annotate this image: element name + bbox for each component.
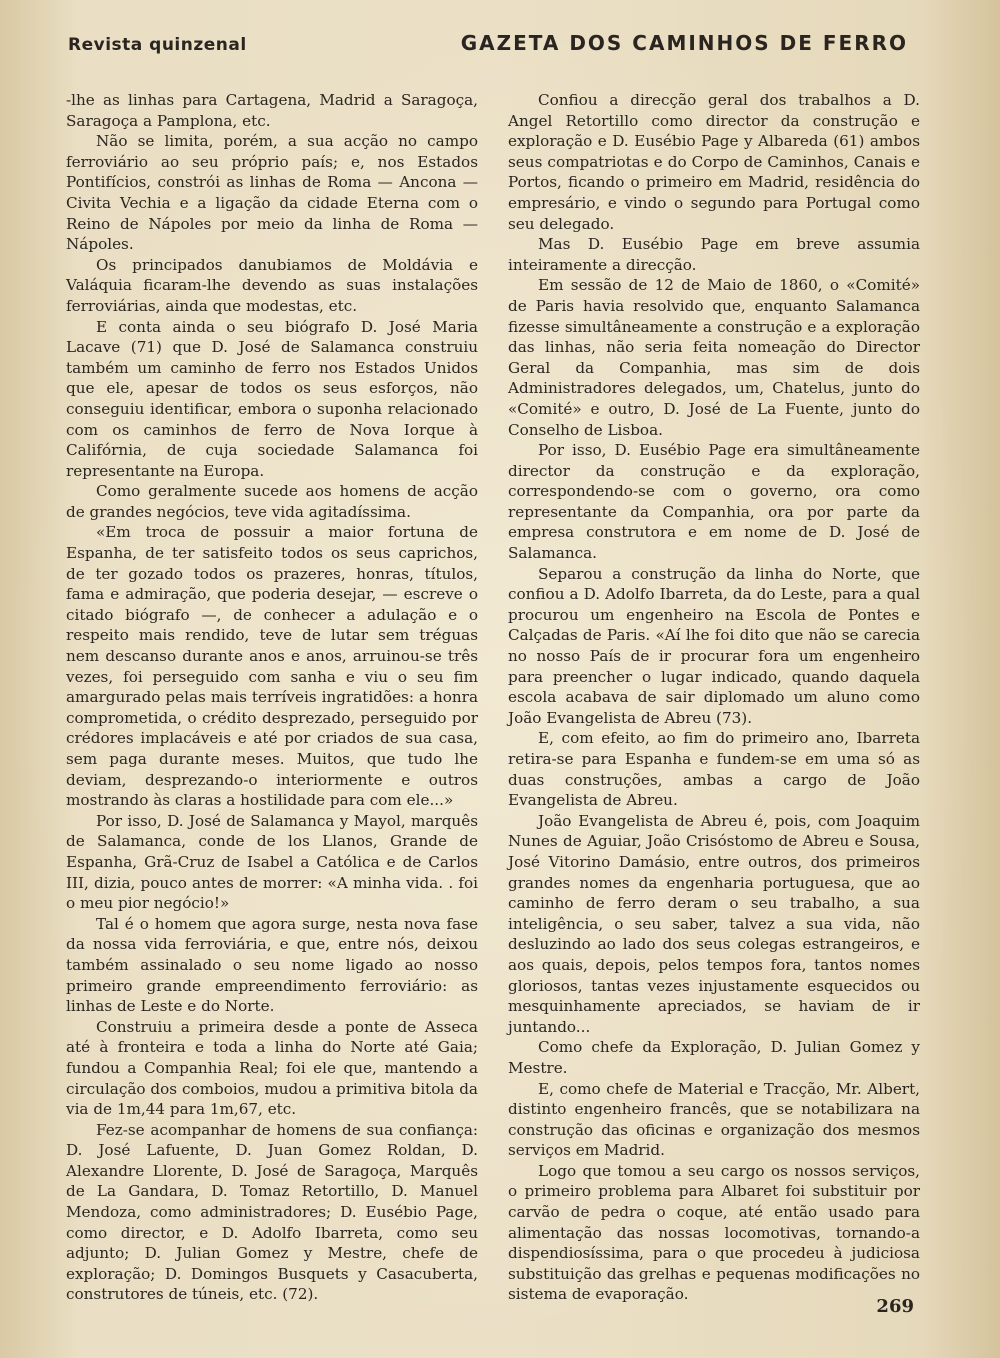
paragraph: E conta ainda o seu biógrafo D. José Maria Lacave (71) que D. José de Salamanca construiu também um caminho de ferro nos Estados Unidos que ele, apesar de todos os seus esforços, não conseguiu identificar, embora o suponha relacionado com os caminhos de ferro de Nova Iorque à Califórnia, de cuja sociedade Salamanca foi representante na Europa. <box>66 317 478 480</box>
right-column <box>508 90 920 1305</box>
paragraph: «Em troca de possuir a maior fortuna de Espanha, de ter satisfeito todos os seus caprichos, de ter gozado todos os prazeres, honras, títulos, fama e admiração, que poderia desejar, — escreve o citado biógrafo —, de conhecer a adulação e o respeito mais rendido, teve de lutar sem tréguas nem descanso durante anos e anos, arruinou-se três vezes, foi perseguido com sanha e viu o seu fim amargurado pelas mais terríveis ingratidões: a honra comprometida, o crédito desprezado, perseguido por crédores implacáveis e até por criados de sua casa, sem paga durante meses. Muitos, que tudo lhe deviam, desprezando-o interiormente e outros mostrando às claras a hostilidade para com ele...» <box>66 523 478 810</box>
paragraph: -lhe as linhas para Cartagena, Madrid a Saragoça, Saragoça a Pamplona, etc. <box>66 91 478 130</box>
paragraph: Mas D. Eusébio Page em breve assumia inteiramente a direcção. <box>508 235 920 274</box>
paragraph: Não se limita, porém, a sua acção no campo ferroviário ao seu próprio país; e, nos Estados Pontifícios, constrói as linhas de Roma — Ancona — Civita Vechia e a ligação da cidade Eterna com o Reino de Nápoles por meio da linha de Roma — Nápoles. <box>66 132 478 254</box>
paragraph: Tal é o homem que agora surge, nesta nova fase da nossa vida ferroviária, e que, entre nós, deixou também assinalado o seu nome ligado ao nosso primeiro grande empreendimento ferroviário: as linhas de Leste e do Norte. <box>66 914 478 1016</box>
paragraph: Em sessão de 12 de Maio de 1860, o «Comité» de Paris havia resolvido que, enquanto Salamanca fizesse simultâneamente a construção e a exploração das linhas, não seria feita nomeação do Director Geral da Companhia, mas sim de dois Administradores delegados, um, Chatelus, junto do «Comité» e outro, D. José de La Fuente, junto do Conselho de Lisboa. <box>508 276 920 439</box>
running-header-left: Revista quinzenal <box>68 35 247 55</box>
paragraph: Como geralmente sucede aos homens de acção de grandes negócios, teve vida agitadíssima. <box>66 482 478 521</box>
paragraph: E, com efeito, ao fim do primeiro ano, Ibarreta retira-se para Espanha e fundem-se em uma só as duas construções, ambas a cargo de João Evangelista de Abreu. <box>508 729 920 810</box>
running-header-right: GAZETA DOS CAMINHOS DE FERRO <box>460 31 908 55</box>
paragraph: João Evangelista de Abreu é, pois, com Joaquim Nunes de Aguiar, João Crisóstomo de Abreu e Sousa, José Vitorino Damásio, entre outros, dos primeiros grandes nomes da engenharia portuguesa, que ao caminho de ferro deram o seu trabalho, a sua inteligência, o seu saber, talvez a sua vida, não desluzindo ao lado dos seus colegas estrangeiros, e aos quais, depois, pelos tempos fora, tantos nomes gloriosos, tantas vezes injustamente esquecidos ou mesquinhamente apreciados, se haviam de ir juntando... <box>508 811 920 1036</box>
paragraph: Os principados danubiamos de Moldávia e Valáquia ficaram-lhe devendo as suas instalações ferroviárias, ainda que modestas, etc. <box>66 255 478 315</box>
paragraph: Fez-se acompanhar de homens de sua confiança: D. José Lafuente, D. Juan Gomez Roldan, D. Alexandre Llorente, D. José de Saragoça, Marquês de La Gandara, D. Tomaz Retortillo, D. Manuel Mendoza, como administradores; D. Eusébio Page, como director, e D. Adolfo Ibarreta, como seu adjunto; D. Julian Gomez y Mestre, chefe de exploração; D. Domingos Busquets y Casacuberta, construtores de túneis, etc. (72). <box>66 1120 478 1304</box>
paragraph: Confiou a direcção geral dos trabalhos a D. Angel Retortillo como director da construção e exploração e D. Eusébio Page y Albareda (61) ambos seus compatriotas e do Corpo de Caminhos, Canais e Portos, ficando o primeiro em Madrid, residência do empresário, e vindo o segundo para Portugal como seu delegado. <box>508 91 920 233</box>
paragraph: Logo que tomou a seu cargo os nossos serviços, o primeiro problema para Albaret foi substituir por carvão de pedra o coque, até então usado para alimentação das nossas locomotivas, tornando-a dispendiosíssima, para o que procedeu à judiciosa substituição das grelhas e pequenas modificações no sistema de evaporação. <box>508 1161 920 1304</box>
left-column <box>66 90 478 1305</box>
paragraph: Por isso, D. Eusébio Page era simultâneamente director da construção e da exploração, correspondendo-se com o governo, ora como representante da Companhia, ora por parte da empresa construtora e em nome de D. José de Salamanca. <box>508 441 920 563</box>
paragraph: Separou a construção da linha do Norte, que confiou a D. Adolfo Ibarreta, da do Leste, para a qual procurou um engenheiro na Escola de Pontes e Calçadas de Paris. «Aí lhe foi dito que não se carecia no nosso País de ir procurar fora um engenheiro para preencher o lugar indicado, quando daquela escola acabava de sair diplomado um aluno como João Evangelista de Abreu (73). <box>508 564 920 727</box>
paragraph: Por isso, D. José de Salamanca y Mayol, marquês de Salamanca, conde de los Llanos, Grande de Espanha, Grã-Cruz de Isabel a Católica e de Carlos III, dizia, pouco antes de morrer: «A minha vida. . foi o meu pior negócio!» <box>66 811 478 913</box>
paragraph: Como chefe da Exploração, D. Julian Gomez y Mestre. <box>508 1038 920 1077</box>
paragraph: E, como chefe de Material e Tracção, Mr. Albert, distinto engenheiro francês, que se notabilizara na construção das oficinas e organização dos mesmos serviços em Madrid. <box>508 1079 920 1160</box>
page-number: 269 <box>876 1296 914 1317</box>
paragraph: Construiu a primeira desde a ponte de Asseca até à fronteira e toda a linha do Norte até Gaia; fundou a Companhia Real; foi ele que, mantendo a circulação dos comboios, mudou a primitiva bitola da via de 1m,44 para 1m,67, etc. <box>66 1017 478 1119</box>
